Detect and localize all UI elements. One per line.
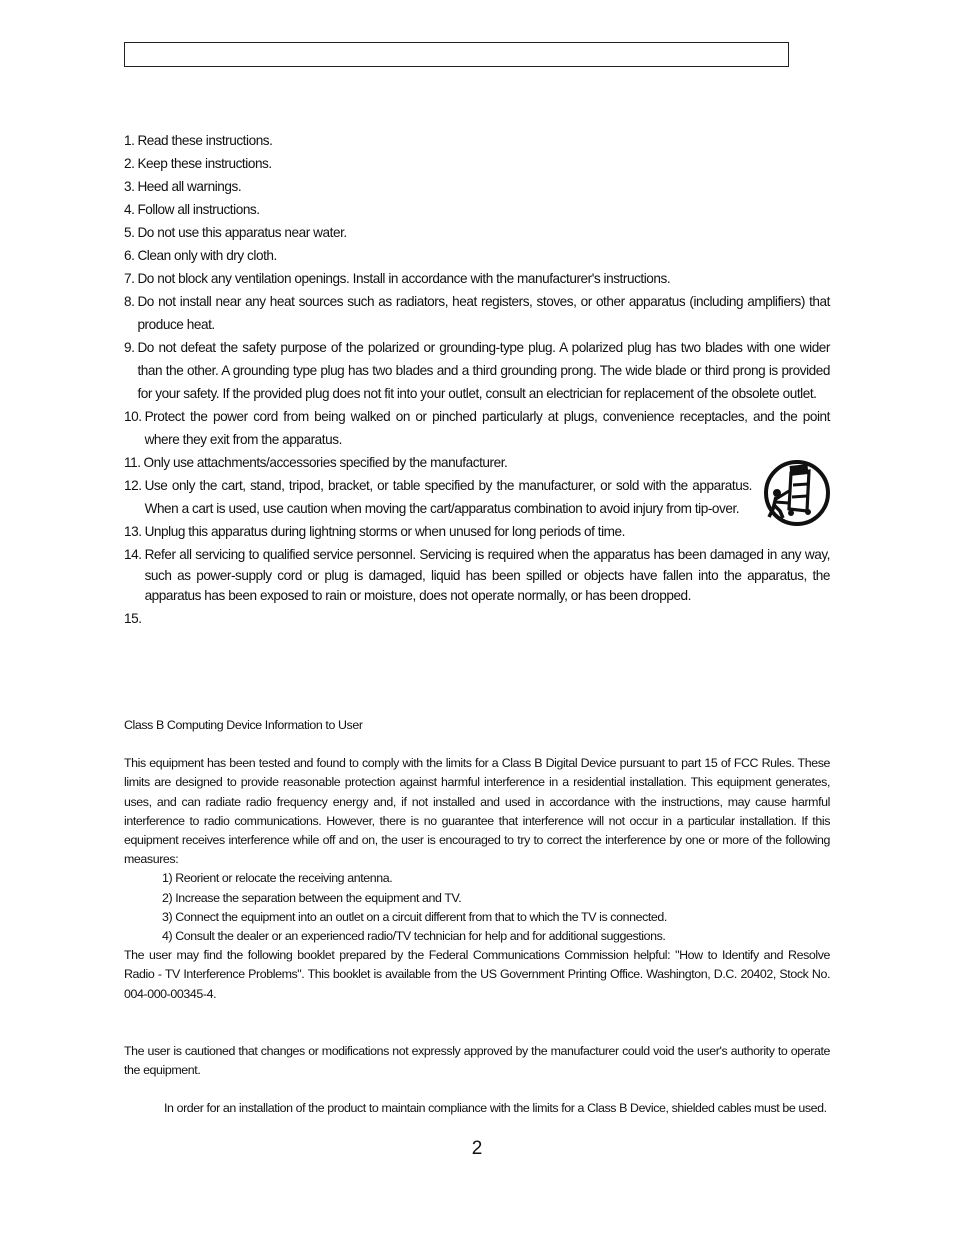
instruction-text: Only use attachments/accessories specified by the manufacturer. <box>143 455 508 470</box>
instruction-text: Heed all warnings. <box>137 179 242 194</box>
instruction-number: 5. <box>124 225 135 240</box>
instruction-number: 10. <box>124 409 142 424</box>
instruction-number: 6. <box>124 248 135 263</box>
cart-tip-over-warning-icon <box>763 459 831 527</box>
header-box <box>124 42 789 67</box>
instruction-number: 14. <box>124 547 142 562</box>
instruction-item <box>124 474 830 520</box>
instruction-item <box>124 267 830 290</box>
instruction-item <box>124 175 830 198</box>
instruction-text: Read these instructions. <box>137 133 273 148</box>
instruction-item <box>124 336 830 405</box>
instruction-text: Do not defeat the safety purpose of the polarized or grounding-type plug. A polarized plug has two blades with one wider than the other. A grounding type plug has two blades and a third grounding prong. The wide blade or third prong is provided for your safety. If the provided plug does not fit into your outlet, consult an electrician for replacement of the obsolete outlet. <box>137 340 830 401</box>
instruction-number: 11. <box>124 455 141 470</box>
fcc-shielded-cables-paragraph: In order for an installation of the product to maintain compliance with the limits for a Class B Device, shielded cables must be used. <box>164 1101 827 1116</box>
instruction-text <box>145 607 830 630</box>
instruction-text: Refer all servicing to qualified service personnel. Servicing is required when the apparatus has been damaged in any way, such as power-supply cord or plug is damaged, liquid has been spilled or objects have fallen into the apparatus, the apparatus has been exposed to rain or moisture, does not operate normally, or has been dropped. <box>144 547 830 603</box>
instruction-text: Do not block any ventilation openings. Install in accordance with the manufacturer's instructions. <box>137 271 671 286</box>
instruction-text: Follow all instructions. <box>137 202 260 217</box>
instruction-item <box>124 198 830 221</box>
spacer <box>124 1080 830 1099</box>
instruction-number: 12. <box>124 478 142 493</box>
safety-instructions-list <box>124 129 830 630</box>
instruction-number: 8. <box>124 294 135 309</box>
instruction-text: Clean only with dry cloth. <box>137 248 277 263</box>
instruction-text: Use only the cart, stand, tripod, bracket, or table specified by the manufacturer, or sold with the apparatus. When a cart is used, use caution when moving the cart/apparatus combination to avoid injury from tip-over. <box>144 478 752 516</box>
instruction-item <box>124 221 830 244</box>
instruction-number: 2. <box>124 156 135 171</box>
instruction-number: 15. <box>124 610 142 626</box>
instruction-number: 3. <box>124 179 135 194</box>
instruction-number: 1. <box>124 133 135 148</box>
fcc-measure-item: 1) Reorient or relocate the receiving antenna. <box>162 871 393 886</box>
instruction-number: 9. <box>124 340 135 355</box>
instruction-item <box>124 405 830 451</box>
instruction-item <box>124 129 830 152</box>
instruction-number: 4. <box>124 202 135 217</box>
instruction-item <box>124 290 830 336</box>
instruction-text: Do not use this apparatus near water. <box>137 225 347 240</box>
instruction-text: Do not install near any heat sources such as radiators, heat registers, stoves, or other apparatus (including amplifiers) that produce heat. <box>137 294 830 332</box>
fcc-heading: Class B Computing Device Information to User <box>124 718 363 732</box>
instruction-number: 13. <box>124 524 142 539</box>
instruction-number: 7. <box>124 271 135 286</box>
instruction-item <box>124 607 830 630</box>
instruction-text: Protect the power cord from being walked on or pinched particularly at plugs, convenience receptacles, and the point where they exit from the apparatus. <box>144 409 830 447</box>
spacer <box>124 735 830 754</box>
fcc-caution-paragraph: The user is cautioned that changes or modifications not expressly approved by the manufacturer could void the user's authority to operate the equipment. <box>124 1043 830 1078</box>
fcc-measure-item: 4) Consult the dealer or an experienced radio/TV technician for help and for additional suggestions. <box>162 929 666 944</box>
instruction-text: Unplug this apparatus during lightning storms or when unused for long periods of time. <box>144 524 625 539</box>
instruction-item <box>124 451 830 474</box>
fcc-booklet-paragraph: The user may find the following booklet prepared by the Federal Communications Commission helpful: "How to Identify and Resolve Radio - TV Interference Problems". This booklet is available from the US Government Printing Office. Washington, D.C. 20402, Stock No. 004-000-00345-4. <box>124 948 830 1001</box>
instruction-item <box>124 244 830 267</box>
fcc-information <box>124 716 830 1118</box>
fcc-measure-item: 3) Connect the equipment into an outlet on a circuit different from that to which the TV is connected. <box>162 909 667 924</box>
fcc-intro-paragraph: This equipment has been tested and found to comply with the limits for a Class B Digital Device pursuant to part 15 of FCC Rules. These limits are designed to provide reasonable protection against harmful interference in a residential installation. This equipment generates, uses, and can radiate radio frequency energy and, if not installed and used in accordance with the instructions, may cause harmful interference to radio communications. However, there is no guarantee that interference will not occur in a particular installation. If this equipment receives interference while off and on, the user is encouraged to try to correct the interference by one or more of the following measures: <box>124 756 830 867</box>
instruction-item <box>124 152 830 175</box>
instruction-text: Keep these instructions. <box>137 156 272 171</box>
instruction-item <box>124 520 830 543</box>
instruction-item <box>124 543 830 607</box>
fcc-measure-item: 2) Increase the separation between the equipment and TV. <box>162 890 462 905</box>
spacer <box>124 1004 830 1042</box>
page-number: 2 <box>471 1138 483 1159</box>
